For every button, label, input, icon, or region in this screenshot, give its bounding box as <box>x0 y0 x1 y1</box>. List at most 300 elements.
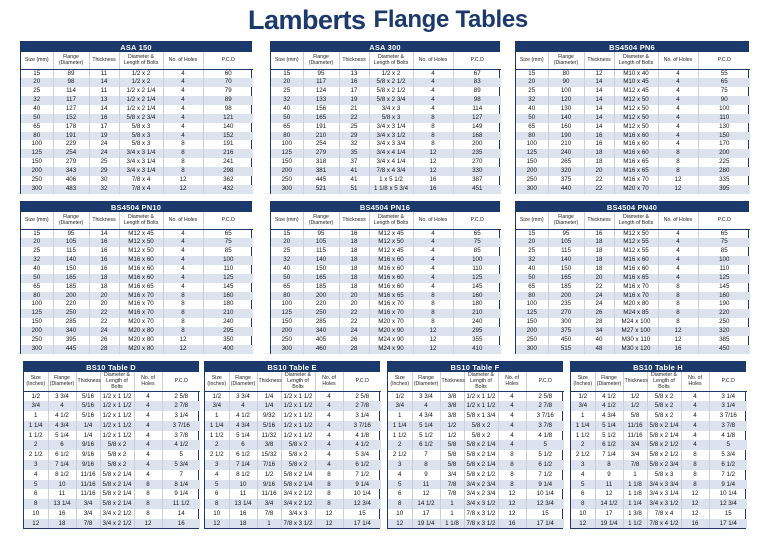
cell-pcd: 3 7/8 <box>526 421 564 431</box>
cell-size: 5 <box>24 480 48 490</box>
cell-bolts: M16 x 70 <box>369 309 413 318</box>
table-row <box>516 327 750 336</box>
cell-size: 125 <box>516 149 548 158</box>
cell-thickness: 13 <box>339 69 369 78</box>
cell-bolts: 1/2 x 1 1/2 <box>281 431 315 441</box>
table-row <box>24 470 200 480</box>
cell-thickness: 3/4 <box>623 450 647 460</box>
cell-flange-diameter: 191 <box>303 123 339 132</box>
cell-bolts: 5/8 x 2 <box>647 411 681 421</box>
cell-holes: 4 <box>163 87 203 96</box>
cell-thickness: 29 <box>339 132 369 141</box>
cell-thickness: 1 <box>440 509 464 519</box>
cell-bolts: 5/8 x 2 <box>464 431 498 441</box>
cell-bolts: M24 x 90 <box>369 345 413 354</box>
column-header-size: Size (Inches) <box>388 372 412 391</box>
cell-bolts: M16 x 60 <box>614 149 658 158</box>
table-row <box>388 401 564 411</box>
cell-flange-diameter: 7 1/4 <box>48 460 76 470</box>
cell-holes: 4 <box>658 274 698 283</box>
cell-flange-diameter: 6 1/2 <box>412 440 440 450</box>
cell-thickness: 5/8 <box>440 440 464 450</box>
cell-thickness: 16 <box>584 132 614 141</box>
cell-bolts: 5/8 x 2 1/4 <box>647 421 681 431</box>
cell-holes: 4 <box>658 105 698 114</box>
cell-flange-diameter: 440 <box>548 185 584 194</box>
flange-data-table <box>21 212 253 354</box>
cell-size: 25 <box>516 87 548 96</box>
cell-pcd: 3 7/8 <box>709 421 747 431</box>
cell-size: 20 <box>21 238 53 247</box>
cell-flange-diameter: 270 <box>548 309 584 318</box>
cell-thickness: 18 <box>339 283 369 292</box>
cell-holes: 4 <box>163 105 203 114</box>
cell-thickness: 14 <box>89 229 119 238</box>
table-row <box>516 69 750 78</box>
cell-holes: 4 <box>498 411 526 421</box>
cell-holes: 4 <box>134 470 162 480</box>
cell-thickness: 3/4 <box>623 440 647 450</box>
cell-holes: 12 <box>498 499 526 509</box>
table-header-row <box>271 52 501 69</box>
table-row <box>388 480 564 490</box>
cell-holes: 4 <box>681 391 709 401</box>
table-row <box>271 345 501 354</box>
cell-size: 4 <box>388 470 412 480</box>
cell-flange-diameter: 5 1/4 <box>595 421 623 431</box>
cell-holes: 8 <box>413 318 453 327</box>
table-row <box>21 185 253 194</box>
cell-holes: 8 <box>413 140 453 149</box>
cell-pcd: 240 <box>223 318 234 326</box>
column-header-flange-diameter: Flange (Diameter) <box>412 372 440 391</box>
cell-thickness: 11/16 <box>623 431 647 441</box>
cell-holes: 4 <box>163 256 203 265</box>
cell-pcd: 350 <box>223 335 234 343</box>
cell-holes: 8 <box>498 480 526 490</box>
cell-size: 1 1/4 <box>388 421 412 431</box>
cell-flange-diameter: 8 <box>412 460 440 470</box>
cell-thickness: 16 <box>339 229 369 238</box>
cell-flange-diameter: 115 <box>303 247 339 256</box>
table-row <box>571 470 747 480</box>
cell-bolts: M16 x 60 <box>369 283 413 292</box>
cell-flange-diameter: 220 <box>53 300 89 309</box>
cell-bolts: M16 x 65 <box>369 292 413 301</box>
cell-size: 40 <box>516 265 548 274</box>
table-row <box>516 185 750 194</box>
cell-holes: 16 <box>413 176 453 185</box>
cell-holes: 4 <box>658 256 698 265</box>
cell-holes: 4 <box>413 274 453 283</box>
cell-flange-diameter: 250 <box>53 309 89 318</box>
cell-thickness: 18 <box>584 247 614 256</box>
cell-flange-diameter: 127 <box>53 105 89 114</box>
cell-pcd: 121 <box>203 114 253 123</box>
cell-thickness: 26 <box>89 336 119 345</box>
cell-flange-diameter: 6 <box>229 440 257 450</box>
column-header-flange-diameter: Flange (Diameter) <box>303 52 339 69</box>
cell-size: 3/4 <box>388 401 412 411</box>
cell-thickness: 30 <box>89 176 119 185</box>
table-row <box>205 489 381 499</box>
cell-holes: 12 <box>163 345 203 354</box>
cell-flange-diameter: 156 <box>303 105 339 114</box>
table-row <box>516 247 750 256</box>
cell-size: 6 <box>205 489 229 499</box>
cell-size: 15 <box>21 229 53 238</box>
cell-size: 3 <box>24 460 48 470</box>
table-row <box>21 87 253 96</box>
cell-pcd: 241 <box>223 158 234 166</box>
column-header-flange-diameter: Flange (Diameter) <box>53 52 89 69</box>
cell-flange-diameter: 8 1/2 <box>48 470 76 480</box>
cell-flange-diameter: 235 <box>548 300 584 309</box>
cell-bolts: M12 x 50 <box>614 105 658 114</box>
cell-size: 125 <box>271 309 303 318</box>
column-header-bolts: Diameter & Length of Bolts <box>119 52 163 69</box>
cell-size: 15 <box>516 69 548 78</box>
cell-size: 200 <box>21 167 53 176</box>
cell-holes: 4 <box>658 123 698 132</box>
column-header-holes: No. of Holes <box>163 212 203 229</box>
cell-flange-diameter: 105 <box>303 238 339 247</box>
cell-pcd: 145 <box>472 282 483 290</box>
cell-pcd: 210 <box>453 309 501 318</box>
cell-holes: 12 <box>413 167 453 176</box>
table-title: BS4504 PN16 <box>271 202 499 212</box>
cell-holes: 8 <box>681 470 709 480</box>
table-row <box>271 265 501 274</box>
column-header-pcd: P.C.D <box>453 52 501 69</box>
cell-bolts: 3/4 x 3 1/2 <box>369 132 413 141</box>
cell-bolts: 5/8 x 2 1/2 <box>369 78 413 87</box>
cell-bolts: 1/2 x 2 1/4 <box>119 96 163 105</box>
column-header-pcd: P.C.D <box>698 52 750 69</box>
cell-pcd: 6 1/2 <box>343 460 381 470</box>
cell-pcd: 3 7/16 <box>719 412 737 420</box>
cell-holes: 12 <box>163 185 203 194</box>
column-header-bolts: Diameter & Length of Bolts <box>100 372 134 391</box>
cell-bolts: M10 x 45 <box>614 78 658 87</box>
cell-size: 32 <box>516 96 548 105</box>
cell-flange-diameter: 8 1/2 <box>229 470 257 480</box>
cell-holes: 4 <box>413 256 453 265</box>
cell-size: 150 <box>516 158 548 167</box>
table-row <box>205 509 381 519</box>
cell-pcd: 75 <box>720 87 728 95</box>
cell-holes: 4 <box>315 401 343 411</box>
cell-bolts: M16 x 60 <box>119 265 163 274</box>
cell-pcd: 9 1/4 <box>709 480 747 490</box>
cell-holes: 4 <box>413 247 453 256</box>
cell-holes: 8 <box>315 489 343 499</box>
cell-bolts: 7/8 x 3 1/2 <box>464 519 498 529</box>
table-row <box>516 132 750 141</box>
cell-pcd: 4 1/2 <box>343 440 381 450</box>
table-row <box>516 318 750 327</box>
cell-size: 3/4 <box>24 401 48 411</box>
page-subtitle: Flange Tables <box>373 6 528 33</box>
cell-thickness: 41 <box>339 167 369 176</box>
table-row <box>571 509 747 519</box>
cell-holes: 12 <box>681 489 709 499</box>
cell-bolts: 5/8 x 2 <box>464 421 498 431</box>
cell-bolts: 3/4 x 3 1/2 <box>647 499 681 509</box>
table-row <box>516 167 750 176</box>
table-title: BS10 Table D <box>24 362 198 372</box>
cell-holes: 12 <box>315 519 343 529</box>
cell-size: 12 <box>571 519 595 529</box>
cell-size: 1 1/4 <box>24 421 48 431</box>
cell-thickness: 14 <box>584 105 614 114</box>
cell-pcd: 127 <box>453 114 501 123</box>
cell-size: 2 <box>205 440 229 450</box>
table-row <box>571 480 747 490</box>
cell-holes: 4 <box>681 411 709 421</box>
cell-flange-diameter: 318 <box>303 158 339 167</box>
cell-thickness: 32 <box>89 185 119 194</box>
cell-thickness: 22 <box>339 114 369 123</box>
table-row <box>271 140 501 149</box>
cell-thickness: 22 <box>89 318 119 327</box>
table-row <box>24 450 200 460</box>
cell-flange-diameter: 406 <box>53 176 89 185</box>
cell-flange-diameter: 150 <box>303 265 339 274</box>
cell-holes: 12 <box>658 185 698 194</box>
cell-bolts: 3/4 x 4 1/4 <box>369 149 413 158</box>
table-row <box>24 401 200 411</box>
cell-holes: 12 <box>658 336 698 345</box>
cell-thickness: 51 <box>339 185 369 194</box>
cell-pcd: 6 1/2 <box>526 460 564 470</box>
cell-size: 8 <box>205 499 229 509</box>
cell-holes: 4 <box>413 105 453 114</box>
cell-bolts: 5/8 x 2 1/2 <box>464 470 498 480</box>
table-row <box>271 318 501 327</box>
cell-pcd: 152 <box>203 132 253 141</box>
cell-pcd: 2 5/8 <box>355 392 370 400</box>
cell-thickness: 11/16 <box>76 489 100 499</box>
table-row <box>516 300 750 309</box>
cell-holes: 4 <box>658 132 698 141</box>
cell-holes: 12 <box>413 149 453 158</box>
cell-bolts: 5/8 x 2 1/4 <box>100 480 134 490</box>
cell-flange-diameter: 4 <box>412 401 440 411</box>
column-header-bolts: Diameter & Length of Bolts <box>369 52 413 69</box>
cell-flange-diameter: 11 <box>595 480 623 490</box>
cell-size: 65 <box>271 283 303 292</box>
cell-flange-diameter: 5 1/2 <box>595 431 623 441</box>
cell-pcd: 75 <box>453 238 501 247</box>
cell-bolts: 3/4 x 3 <box>281 509 315 519</box>
column-header-thickness: Thickness <box>89 52 119 69</box>
cell-thickness: 11/16 <box>257 489 281 499</box>
cell-holes: 4 <box>413 265 453 274</box>
column-header-holes: No. of Holes <box>163 52 203 69</box>
cell-holes: 4 <box>413 78 453 87</box>
cell-flange-diameter: 8 <box>595 460 623 470</box>
cell-pcd: 140 <box>223 122 234 130</box>
table-row <box>21 96 253 105</box>
cell-bolts: 1/2 x 2 <box>369 69 413 78</box>
cell-size: 65 <box>271 123 303 132</box>
cell-size: 150 <box>21 318 53 327</box>
cell-holes: 4 <box>163 123 203 132</box>
column-header-flange-diameter: Flange (Diameter) <box>48 372 76 391</box>
table-row <box>571 411 747 421</box>
table-row <box>571 499 747 509</box>
cell-pcd: 14 <box>177 509 185 517</box>
cell-thickness: 3/4 <box>440 470 464 480</box>
table-row <box>571 489 747 499</box>
table-row <box>21 318 253 327</box>
cell-holes: 4 <box>498 391 526 401</box>
column-header-bolts: Diameter & Length of Bolts <box>119 212 163 229</box>
cell-holes: 12 <box>413 336 453 345</box>
table-row <box>271 300 501 309</box>
table-row <box>21 123 253 132</box>
cell-flange-diameter: 190 <box>548 132 584 141</box>
cell-flange-diameter: 165 <box>53 274 89 283</box>
cell-pcd: 98 <box>224 104 232 112</box>
cell-pcd: 149 <box>472 122 483 130</box>
column-header-thickness: Thickness <box>584 52 614 69</box>
cell-pcd: 400 <box>203 345 253 354</box>
cell-bolts: 3/4 x 3 3/4 <box>369 140 413 149</box>
cell-pcd: 2 7/8 <box>162 401 200 411</box>
cell-thickness: 11/16 <box>76 480 100 490</box>
cell-pcd: 5 <box>179 451 183 459</box>
cell-holes: 8 <box>163 149 203 158</box>
table-row <box>21 238 253 247</box>
column-header-holes: No. of Holes <box>658 52 698 69</box>
cell-flange-diameter: 115 <box>548 247 584 256</box>
cell-size: 2 <box>24 440 48 450</box>
cell-pcd: 100 <box>719 104 730 112</box>
cell-holes: 4 <box>134 431 162 441</box>
cell-flange-diameter: 229 <box>53 140 89 149</box>
cell-size: 1/2 <box>388 391 412 401</box>
cell-thickness: 18 <box>584 149 614 158</box>
cell-thickness: 9/16 <box>76 440 100 450</box>
cell-holes: 12 <box>413 327 453 336</box>
cell-pcd: 210 <box>203 309 253 318</box>
cell-thickness: 37 <box>339 158 369 167</box>
table-row <box>516 158 750 167</box>
cell-thickness: 22 <box>339 309 369 318</box>
cell-flange-diameter: 140 <box>303 256 339 265</box>
cell-flange-diameter: 18 <box>48 519 76 529</box>
cell-flange-diameter: 375 <box>548 327 584 336</box>
cell-pcd: 7 <box>179 470 183 478</box>
table-header-row <box>571 372 747 391</box>
cell-thickness: 9/16 <box>257 480 281 490</box>
cell-flange-diameter: 220 <box>303 300 339 309</box>
cell-flange-diameter: 117 <box>53 96 89 105</box>
cell-holes: 4 <box>134 460 162 470</box>
cell-bolts: 1/2 x 1 1/2 <box>100 421 134 431</box>
cell-bolts: 5/8 x 2 3/4 <box>119 114 163 123</box>
table-row <box>21 247 253 256</box>
table-header-row <box>205 372 381 391</box>
cell-holes: 4 <box>134 421 162 431</box>
cell-pcd: 6 1/2 <box>709 460 747 470</box>
column-header-holes: No. of Holes <box>134 372 162 391</box>
cell-thickness: 14 <box>584 87 614 96</box>
cell-size: 20 <box>271 78 303 87</box>
cell-size: 65 <box>516 283 548 292</box>
cell-bolts: M12 x 50 <box>614 96 658 105</box>
cell-bolts: 3/4 x 3 <box>369 105 413 114</box>
cell-thickness: 18 <box>339 274 369 283</box>
column-header-bolts: Diameter & Length of Bolts <box>281 372 315 391</box>
cell-bolts: M24 x 90 <box>369 336 413 345</box>
cell-flange-diameter: 133 <box>303 96 339 105</box>
table-row <box>571 401 747 411</box>
cell-flange-diameter: 381 <box>303 167 339 176</box>
column-header-thickness: Thickness <box>339 212 369 229</box>
cell-size: 100 <box>516 300 548 309</box>
cell-size: 65 <box>21 283 53 292</box>
cell-holes: 12 <box>413 158 453 167</box>
cell-holes: 4 <box>163 238 203 247</box>
cell-flange-diameter: 254 <box>303 140 339 149</box>
flange-table-bs4504-pn10 <box>20 201 252 354</box>
flange-table-bs10-table-h <box>570 361 746 529</box>
table-row <box>388 519 564 529</box>
flange-data-table <box>271 212 501 354</box>
cell-flange-diameter: 178 <box>53 123 89 132</box>
cell-flange-diameter: 191 <box>53 132 89 141</box>
cell-bolts: 5/8 x 3 <box>369 114 413 123</box>
cell-bolts: 3/4 x 2 1/2 <box>100 519 134 529</box>
cell-flange-diameter: 95 <box>53 229 89 238</box>
column-header-bolts: Diameter & Length of Bolts <box>614 52 658 69</box>
table-title: ASA 300 <box>271 42 499 52</box>
cell-size: 1/2 <box>205 391 229 401</box>
cell-flange-diameter: 11 <box>229 489 257 499</box>
table-header-row <box>21 212 253 229</box>
cell-bolts: 1/2 x 2 1/4 <box>119 105 163 114</box>
cell-holes: 8 <box>413 309 453 318</box>
table-row <box>516 309 750 318</box>
cell-thickness: 5/8 <box>440 450 464 460</box>
cell-size: 32 <box>21 96 53 105</box>
cell-bolts: M12 x 50 <box>614 114 658 123</box>
table-row <box>516 140 750 149</box>
column-header-size: Size (Inches) <box>205 372 229 391</box>
cell-bolts: M20 x 80 <box>119 336 163 345</box>
cell-bolts: 7/8 x 4 <box>119 176 163 185</box>
cell-thickness: 20 <box>339 300 369 309</box>
cell-bolts: M12 x 50 <box>614 123 658 132</box>
cell-bolts: 1/2 x 1 1/2 <box>464 401 498 411</box>
cell-thickness: 1/4 <box>76 421 100 431</box>
table-row <box>271 78 501 87</box>
cell-flange-diameter: 80 <box>548 69 584 78</box>
column-header-size: Size (mm) <box>516 52 548 69</box>
cell-pcd: 7 1/2 <box>355 470 370 478</box>
cell-pcd: 125 <box>203 274 253 283</box>
cell-bolts: 7/8 x 3 1/2 <box>281 519 315 529</box>
cell-bolts: 3/4 x 2 3/4 <box>464 480 498 490</box>
cell-flange-diameter: 117 <box>303 78 339 87</box>
column-header-pcd: P.C.D <box>526 372 564 391</box>
cell-holes: 4 <box>658 247 698 256</box>
cell-thickness: 3/8 <box>440 401 464 411</box>
cell-flange-diameter: 340 <box>303 327 339 336</box>
